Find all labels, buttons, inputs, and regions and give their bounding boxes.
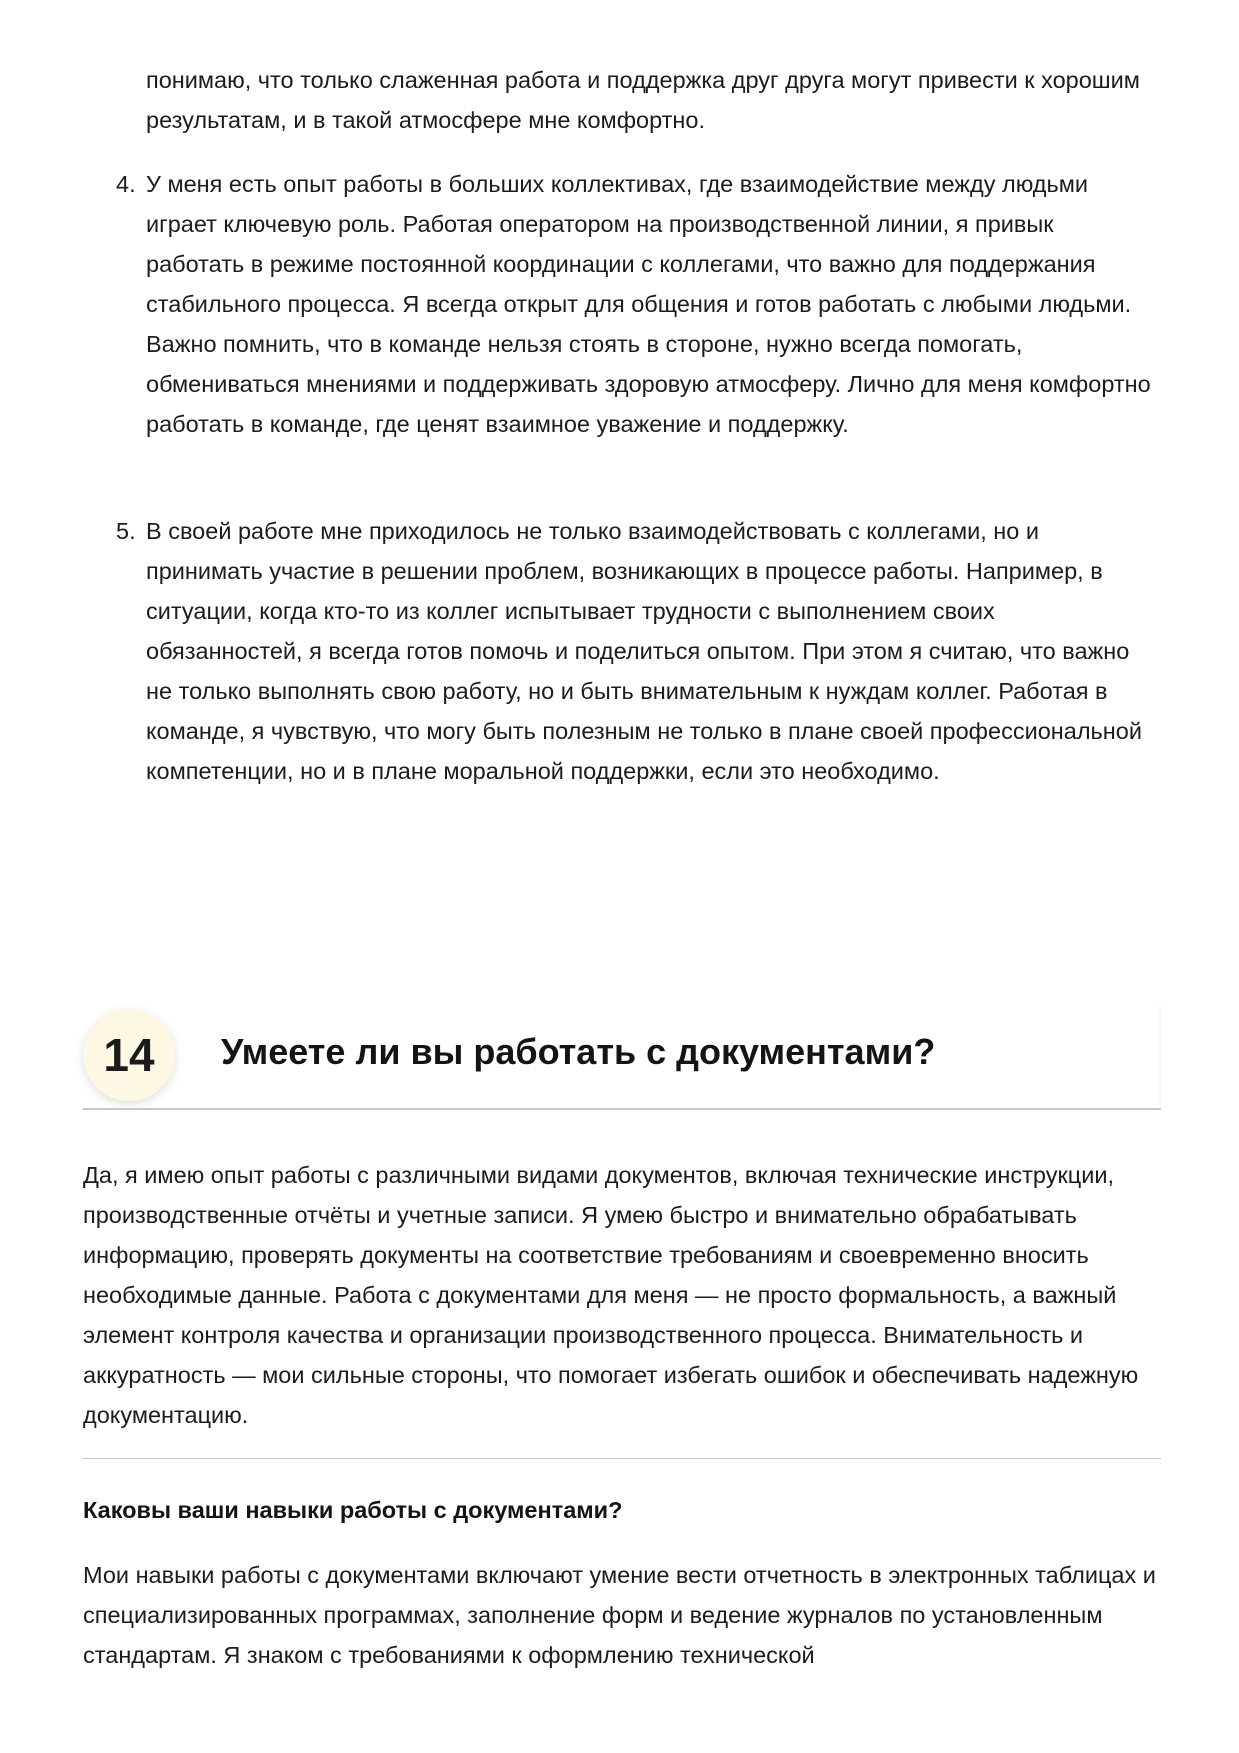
divider	[83, 1458, 1161, 1459]
sub-answer-text: Мои навыки работы с документами включают умение вести отчетность в электронных таблицах и специализированных программах, заполнение форм и ведение журналов по установленным стандартам. Я знаком с требованиями к оформлению технической	[83, 1562, 1156, 1668]
list-item-text: В своей работе мне приходилось не только взаимодействовать с коллегами, но и принимать участие в решении проблем, возникающих в процессе работы. Например, в ситуации, когда кто-то из коллег испытывает трудности с выполнением своих обязанностей, я всегда готов помочь и поделиться опытом. При этом я считаю, что важно не только выполнять свою работу, но и быть внимательным к нуждам коллег. Работая в команде, я чувствую, что могу быть полезным не только в плане своей профессиональной компетенции, но и в плане моральной поддержки, если это необходимо.	[146, 518, 1142, 784]
list-item-number: 4.	[116, 171, 136, 197]
section-number-badge: 14	[83, 1009, 175, 1101]
list-item	[116, 511, 1151, 791]
list-item-text: понимаю, что только слаженная работа и поддержка друг друга могут привести к хорошим результатам, и в такой атмосфере мне комфортно.	[146, 67, 1140, 133]
list-item-text: У меня есть опыт работы в больших коллективах, где взаимодействие между людьми играет ключевую роль. Работая оператором на производственной линии, я привык работать в режиме постоянной координации с коллегами, что важно для поддержания стабильного процесса. Я всегда открыт для общения и готов работать с любыми людьми. Важно помнить, что в команде нельзя стоять в стороне, нужно всегда помогать, обмениваться мнениями и поддерживать здоровую атмосферу. Лично для меня комфортно работать в команде, где ценят взаимное уважение и поддержку.	[146, 171, 1151, 437]
section-title: Умеете ли вы работать с документами?	[221, 1031, 936, 1072]
list-item-number: 5.	[116, 518, 136, 544]
section-answer	[83, 1155, 1158, 1435]
section-header	[83, 1006, 1161, 1108]
section-header-rule	[83, 1108, 1161, 1110]
sub-answer	[83, 1555, 1158, 1675]
sub-question-title: Каковы ваши навыки работы с документами?	[83, 1497, 623, 1523]
answer-text: Да, я имею опыт работы с различными видами документов, включая технические инструкции, производственные отчёты и учетные записи. Я умею быстро и внимательно обрабатывать информацию, проверять документы на соответствие требованиям и своевременно вносить необходимые данные. Работа с документами для меня — не просто формальность, а важный элемент контроля качества и организации производственного процесса. Внимательность и аккуратность — мои сильные стороны, что помогает избегать ошибок и обеспечивать надежную документацию.	[83, 1162, 1139, 1428]
list-item	[116, 164, 1151, 444]
list-item-continuation	[146, 60, 1151, 140]
header-edge-shade	[1157, 1006, 1161, 1106]
